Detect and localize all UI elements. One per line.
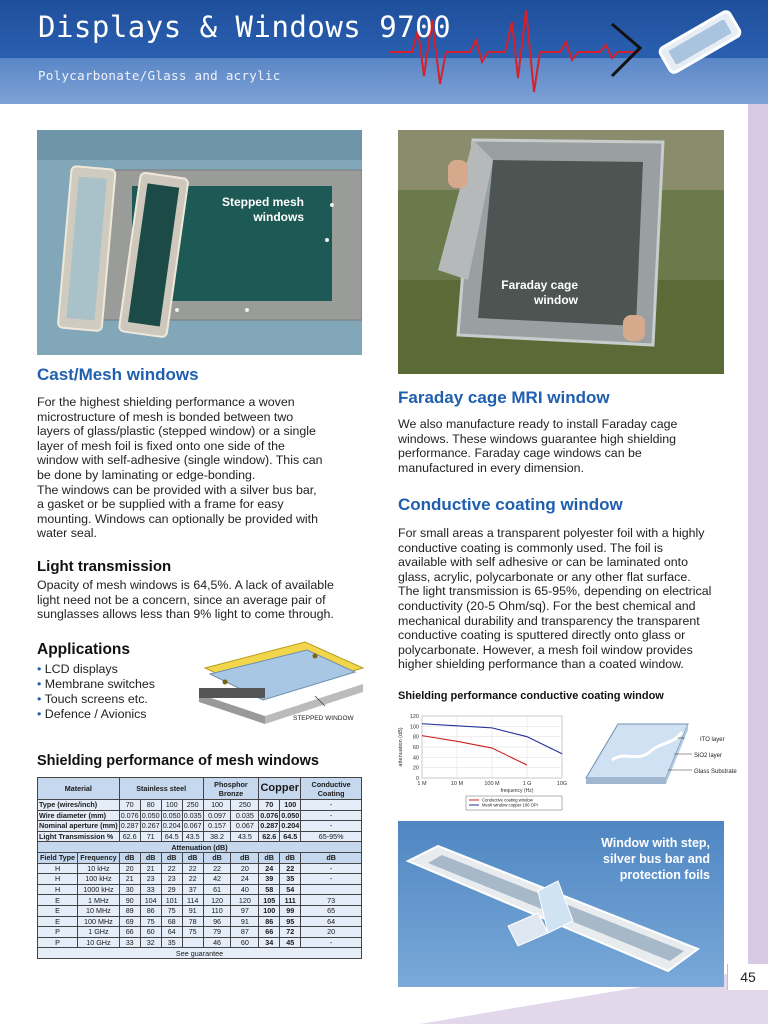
table-cell: 22	[161, 863, 182, 874]
table-cell: 0.157	[203, 821, 231, 832]
table-cell: 22	[182, 863, 203, 874]
table-cell: 100	[259, 905, 280, 916]
y-tick-label: 40	[412, 755, 419, 762]
table-cell: 69	[119, 916, 140, 927]
table-colheader-row	[38, 852, 362, 863]
table-header-cell: Attenuation (dB)	[38, 842, 362, 853]
legend-label: Conductive coating window	[482, 797, 533, 803]
table-header-cell: Phosphor Bronze	[203, 778, 259, 800]
table-cell: 100 MHz	[78, 916, 120, 927]
table-header-cell: Material	[38, 778, 120, 800]
table-cell: 86	[259, 916, 280, 927]
table-cell: 60	[231, 937, 259, 948]
table-header-cell: dB	[140, 852, 161, 863]
layer-label: SiO2 layer	[694, 753, 723, 759]
table-cell: 64	[161, 927, 182, 938]
table-cell: 62.6	[259, 831, 280, 842]
table-cell: 100 kHz	[78, 874, 120, 885]
page-title: Displays & Windows 9700	[38, 10, 452, 44]
text-line: layers of glass/plastic (stepped window) or a single	[37, 424, 316, 439]
table-header-cell: dB	[301, 852, 362, 863]
table-cell: 22	[203, 863, 231, 874]
table-cell	[301, 884, 362, 895]
table-cell: 43.5	[231, 831, 259, 842]
table-header-cell: dB	[161, 852, 182, 863]
list-item	[37, 677, 155, 692]
table-cell: 0.287	[120, 821, 139, 831]
text-line: glass, acrylic, polycarbonate or any other flat surface.	[398, 569, 691, 584]
table-cell: 22	[280, 863, 301, 874]
table-cell: 100	[161, 800, 182, 811]
table-cell: H	[38, 874, 78, 885]
table-cell: 73	[301, 895, 362, 906]
table-cell: 64.5	[161, 831, 182, 842]
table-cell: 22	[182, 874, 203, 885]
text-line: We also manufacture ready to install Faraday cage	[398, 417, 678, 431]
table-cell: 0.035	[183, 810, 202, 820]
stepped-window-diagram	[185, 638, 365, 726]
table-cell: 37	[182, 884, 203, 895]
table-cell: 10 GHz	[78, 937, 120, 948]
table-cell: 105	[259, 895, 280, 906]
text-line: The light transmission is 65-95%, depending on electrical	[398, 584, 712, 599]
caption-line: silver bus bar and	[603, 852, 710, 866]
table-cell: 100	[280, 800, 301, 811]
y-tick-label: 120	[409, 714, 419, 720]
table-cell: 72	[280, 927, 301, 938]
table-props-body	[38, 800, 362, 842]
para-conductive	[398, 526, 743, 672]
caption-line: Window with step,	[601, 836, 710, 850]
table-row	[38, 905, 362, 916]
caption-line: Faraday cage	[501, 278, 578, 292]
table-cell: -	[301, 874, 362, 885]
table-cell: 90	[119, 895, 140, 906]
table-header-row	[38, 778, 362, 800]
text-line: conductive coating is commonly used. The foil is	[398, 540, 663, 555]
table-cell: 64.5	[280, 831, 301, 842]
table-cell: 70	[259, 800, 280, 811]
table-footer-cell: See guarantee	[38, 948, 362, 959]
x-tick-label: 1 M	[417, 781, 427, 787]
table-cell: 0.067	[183, 821, 202, 831]
table-attenuation-row	[38, 842, 362, 853]
text-line: For the highest shielding performance a woven	[37, 395, 295, 409]
table-row	[38, 884, 362, 895]
caption-line: protection foils	[619, 868, 710, 882]
table-cell: 65-95%	[301, 831, 362, 842]
table-cell: 97	[231, 905, 259, 916]
text-line: layer of mesh foil is fixed onto one side of the	[37, 438, 285, 453]
table-cell: 64	[301, 916, 362, 927]
y-tick-label: 100	[409, 724, 419, 731]
table-header-cell: dB	[182, 852, 203, 863]
table-cell: 46	[203, 937, 231, 948]
text-line: higher shielding performance than a coated window.	[398, 657, 684, 672]
table-header-cell: Field Type	[38, 852, 78, 863]
table-row	[38, 831, 362, 842]
table-cell: E	[38, 895, 78, 906]
table-cell: 10 MHz	[78, 905, 120, 916]
table-row-label: Nominal aperture (mm)	[39, 821, 118, 831]
table-cell: 21	[140, 863, 161, 874]
table-row	[38, 895, 362, 906]
x-tick-label: 100 M	[484, 781, 500, 787]
table-row-label: Type (wires/inch)	[38, 800, 120, 811]
table-header-cell: Stainless steel	[119, 778, 203, 800]
y-tick-label: 20	[412, 765, 419, 772]
table-row	[38, 821, 362, 832]
table-row	[38, 810, 362, 821]
text-line: available with self adhesive or can be laminated onto	[398, 555, 688, 570]
table-cell: 33	[140, 884, 161, 895]
x-tick-label: 1 G	[522, 781, 532, 787]
table-cell: 101	[161, 895, 182, 906]
table-row	[38, 863, 362, 874]
table-cell: E	[38, 905, 78, 916]
para-cast-mesh	[37, 395, 367, 541]
x-tick-label: 10 M	[450, 781, 464, 787]
text-line: be done by laminating or edge-bonding.	[37, 467, 256, 482]
table-cell: 78	[182, 916, 203, 927]
applications-list	[37, 662, 155, 722]
heading-faraday: Faraday cage MRI window	[398, 388, 610, 407]
table-cell: 20	[301, 927, 362, 938]
table-header-cell: dB	[203, 852, 231, 863]
table-cell: 35	[280, 874, 301, 885]
table-cell	[182, 937, 203, 948]
table-cell: 43.5	[182, 831, 203, 842]
table-cell: P	[38, 937, 78, 948]
table-cell: 33	[119, 937, 140, 948]
table-cell: 61	[203, 884, 231, 895]
layer-label: Glass Substrate	[694, 769, 737, 775]
text-line: mechanical durability and transparency the transparent	[398, 613, 700, 628]
table-header-cell: Conductive Coating	[301, 778, 362, 800]
table-cell: 0.050	[162, 810, 181, 820]
table-cell: 250	[231, 800, 259, 811]
text-line: For small areas a transparent polyester foil with a highly	[398, 526, 705, 540]
table-cell: H	[38, 863, 78, 874]
text-line: window with self-adhesive (single window). This can	[37, 453, 323, 468]
text-line: The windows can be provided with a silver bus bar,	[37, 482, 317, 497]
chevron-right-icon	[612, 24, 640, 76]
text-line: water seal.	[37, 526, 97, 541]
table-cell: 96	[203, 916, 231, 927]
table-cell: -	[301, 810, 362, 821]
shielding-chart	[396, 708, 576, 814]
table-cell: -	[301, 937, 362, 948]
text-line: Opacity of mesh windows is 64,5%. A lack of available	[37, 578, 334, 592]
legend-label: Mesh window copper 100 OPI	[482, 802, 538, 808]
table-cell: 86	[140, 905, 161, 916]
table-cell: 10 kHz	[78, 863, 120, 874]
table-cell: 58	[259, 884, 280, 895]
table-cell: 39	[259, 874, 280, 885]
table-cell: 38.2	[203, 831, 231, 842]
text-line: microstructure of mesh is bonded between two	[37, 409, 294, 424]
text-line: sunglasses allows less than 9% light to come through.	[37, 607, 334, 622]
layer-label: ITO layer	[700, 737, 725, 743]
x-tick-label: 10G	[556, 781, 568, 787]
table-cell: 75	[161, 905, 182, 916]
table-cell: 110	[203, 905, 231, 916]
page-header	[0, 0, 768, 104]
heading-light-transmission: Light transmission	[37, 558, 172, 575]
table-cell: 0.050	[281, 810, 300, 820]
table-rows-body	[38, 863, 362, 948]
table-cell: 45	[280, 937, 301, 948]
caption-stepped-mesh	[222, 195, 304, 225]
table-cell: 0.067	[231, 821, 259, 832]
table-cell: 30	[119, 884, 140, 895]
page-subtitle: Polycarbonate/Glass and acrylic	[38, 68, 281, 83]
list-item-text: LCD displays	[44, 662, 118, 676]
table-cell: 40	[231, 884, 259, 895]
text-line: conductivity (20-5 Ohm/sq). For the best chemical and	[398, 598, 696, 613]
table-cell: 87	[231, 927, 259, 938]
list-item	[37, 707, 155, 722]
table-cell: -	[301, 821, 362, 832]
table-cell: 120	[231, 895, 259, 906]
heading-shield-table: Shielding performance of mesh windows	[37, 753, 319, 769]
table-cell: 0.076	[120, 810, 139, 820]
table-row	[38, 937, 362, 948]
caption-faraday	[501, 278, 578, 308]
table-cell: 91	[182, 905, 203, 916]
table-cell: 1000 kHz	[78, 884, 120, 895]
table-cell: E	[38, 916, 78, 927]
table-row	[38, 916, 362, 927]
text-line: light need not be a concern, since an average pair of	[37, 592, 326, 607]
table-row	[38, 927, 362, 938]
table-cell: H	[38, 884, 78, 895]
table-cell: 80	[140, 800, 161, 811]
table-cell: 0.287	[260, 821, 279, 831]
table-cell: 99	[280, 905, 301, 916]
table-cell: 100	[203, 800, 231, 811]
table-cell: 66	[259, 927, 280, 938]
page-number: 45	[727, 964, 768, 990]
x-axis-label: frequency (Hz)	[500, 788, 534, 794]
text-line: a gasket or be supplied with a frame for easy	[37, 497, 284, 512]
caption-line: windows	[253, 210, 304, 224]
table-cell: 95	[280, 916, 301, 927]
table-header-cell: dB	[259, 852, 280, 863]
table-cell: 32	[140, 937, 161, 948]
text-line: mounting. Windows can optionally be provided with	[37, 511, 319, 526]
table-cell: 0.204	[281, 821, 300, 831]
table-cell: 70	[119, 800, 140, 811]
table-footer-row	[38, 948, 362, 959]
y-tick-label: 60	[412, 745, 419, 751]
list-item	[37, 662, 155, 677]
table-cell: 0.076	[260, 810, 279, 820]
table-cell: P	[38, 927, 78, 938]
table-cell: 79	[203, 927, 231, 938]
table-cell: 75	[140, 916, 161, 927]
table-cell: 0.035	[231, 810, 259, 821]
heading-conductive: Conductive coating window	[398, 495, 623, 514]
list-item-text: Touch screens etc.	[44, 692, 148, 706]
photo-stepped-mesh	[37, 130, 362, 355]
table-cell: 20	[119, 863, 140, 874]
chart-title: Shielding performance conductive coating window	[398, 690, 664, 702]
side-band	[748, 104, 768, 1024]
table-cell: 0.050	[141, 810, 160, 820]
table-cell: 120	[203, 895, 231, 906]
photo-faraday-cage	[398, 130, 724, 374]
table-header-cell: dB	[119, 852, 140, 863]
table-cell: 23	[161, 874, 182, 885]
table-row	[38, 874, 362, 885]
table-cell: 1 MHz	[78, 895, 120, 906]
text-line: windows. These windows guarantee high shielding	[398, 431, 677, 446]
window-product-icon	[658, 10, 741, 74]
list-item	[37, 692, 155, 707]
table-cell: 24	[259, 863, 280, 874]
caption-line: window	[534, 293, 578, 307]
text-line: polycarbonate. However, a mesh foil window provides	[398, 642, 693, 657]
caption-window-step	[601, 835, 710, 883]
table-row-label: Wire diameter (mm)	[38, 810, 120, 821]
table-cell: 91	[231, 916, 259, 927]
table-cell: -	[301, 863, 362, 874]
table-cell: 75	[182, 927, 203, 938]
heading-cast-mesh: Cast/Mesh windows	[37, 365, 199, 384]
table-cell: 29	[161, 884, 182, 895]
y-tick-label: 0	[415, 776, 419, 782]
table-cell: 71	[140, 831, 161, 842]
table-cell: -	[301, 800, 362, 811]
photo-window-step	[398, 821, 724, 987]
table-row-label: Light Transmission %	[38, 831, 120, 842]
shielding-table	[37, 777, 362, 959]
table-cell: 20	[231, 863, 259, 874]
table-cell: 24	[231, 874, 259, 885]
para-light-transmission	[37, 578, 367, 622]
list-item-text: Defence / Avionics	[44, 707, 147, 721]
text-line: conductive coating is sputtered directly onto glass or	[398, 628, 686, 643]
table-cell: 0.204	[162, 821, 181, 831]
diagram-label: STEPPED WINDOW	[293, 715, 354, 722]
table-header-cell: dB	[231, 852, 259, 863]
para-faraday	[398, 417, 738, 475]
text-line: performance. Faraday cage windows can be	[398, 446, 642, 461]
table-cell: 62.6	[119, 831, 140, 842]
y-tick-label: 80	[412, 734, 419, 741]
list-item-text: Membrane switches	[44, 677, 155, 691]
table-header-cell: Copper	[259, 778, 301, 800]
table-cell: 114	[182, 895, 203, 906]
table-cell: 250	[182, 800, 203, 811]
heading-applications: Applications	[37, 641, 131, 658]
table-cell: 68	[161, 916, 182, 927]
table-cell: 104	[140, 895, 161, 906]
table-cell: 89	[119, 905, 140, 916]
table-cell: 0.097	[203, 810, 231, 821]
table-cell: 111	[280, 895, 301, 906]
table-header-cell: Frequency	[78, 852, 120, 863]
caption-line: Stepped mesh	[221, 195, 304, 209]
table-cell: 1 GHz	[78, 927, 120, 938]
text-line: manufactured in every dimension.	[398, 460, 584, 475]
y-axis-label: attenuation (dB)	[398, 727, 404, 767]
table-cell: 42	[203, 874, 231, 885]
table-header-cell: dB	[280, 852, 301, 863]
table-cell: 0.267	[141, 821, 160, 831]
table-cell: 54	[280, 884, 301, 895]
table-cell: 60	[140, 927, 161, 938]
table-cell: 34	[259, 937, 280, 948]
layer-diagram	[578, 720, 748, 802]
table-cell: 35	[161, 937, 182, 948]
table-cell: 66	[119, 927, 140, 938]
table-cell: 23	[140, 874, 161, 885]
table-row	[38, 800, 362, 811]
table-cell: 21	[119, 874, 140, 885]
table-cell: 65	[301, 905, 362, 916]
